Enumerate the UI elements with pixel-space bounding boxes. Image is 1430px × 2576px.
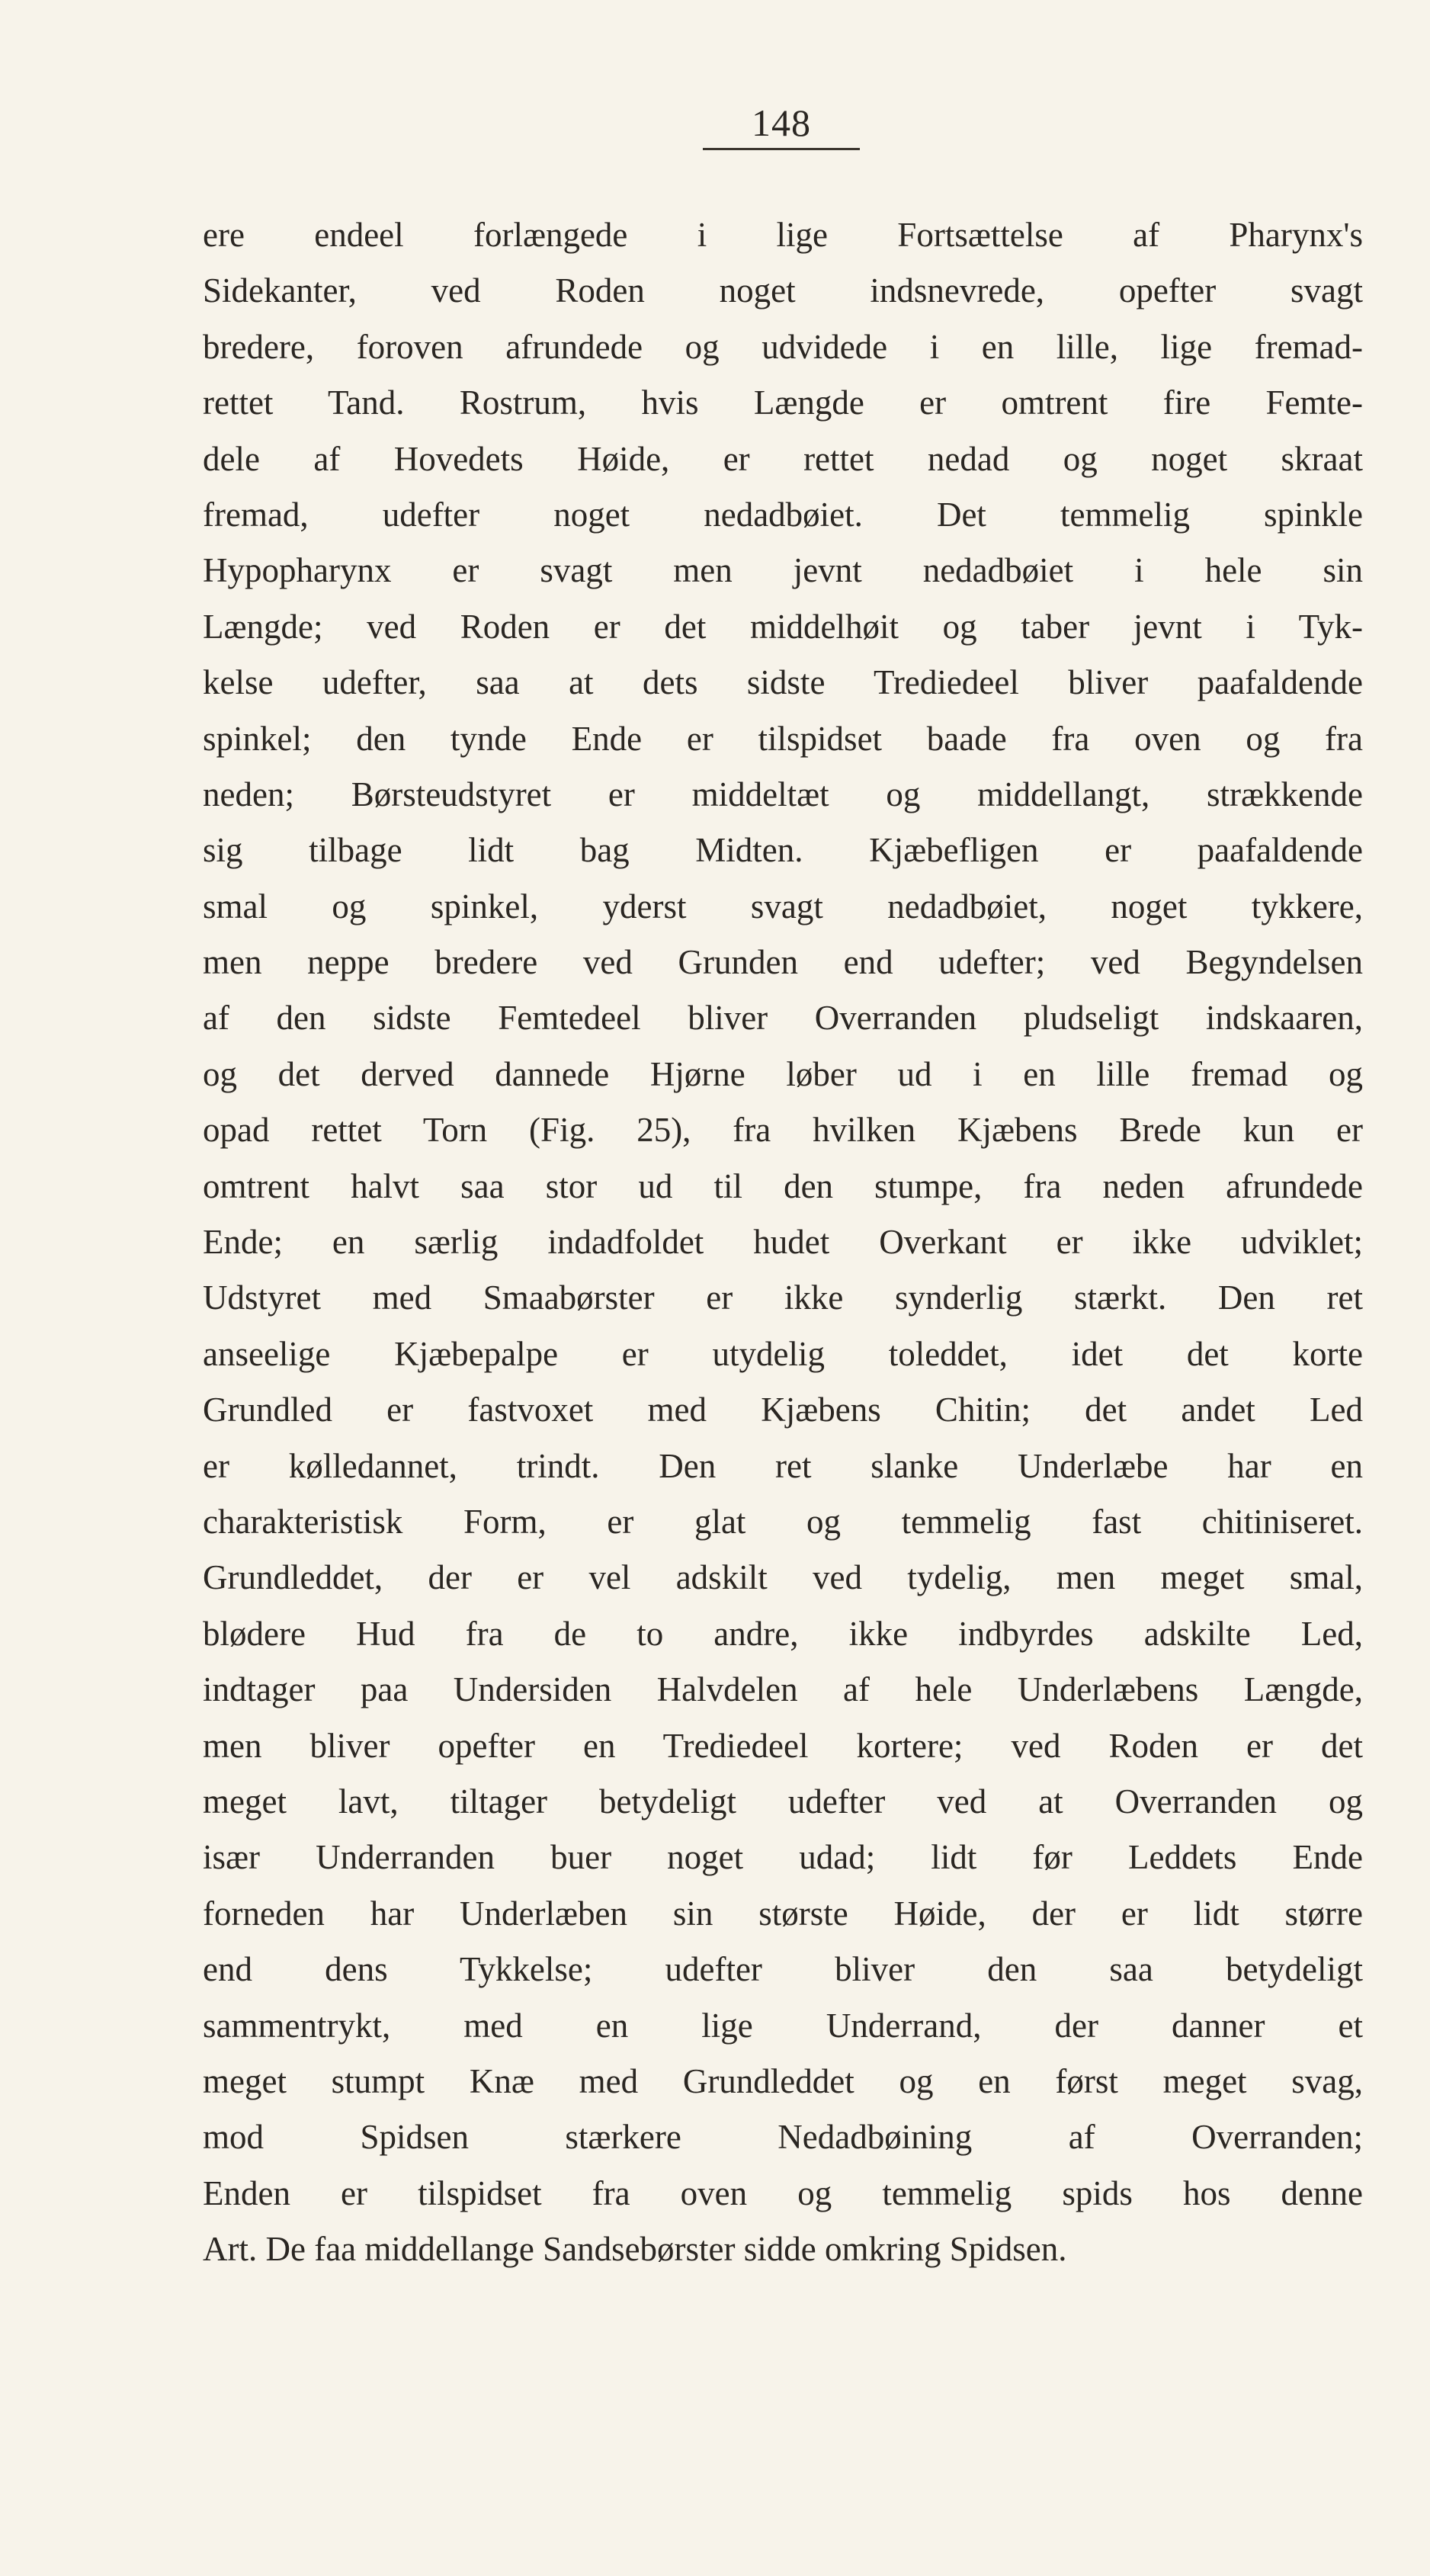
text-line: omtrent halvt saa stor ud til den stumpe, fra neden afrundede	[203, 1166, 1363, 1205]
text-line: anseelige Kjæbepalpe er utydelig toleddet, idet det korte	[203, 1334, 1363, 1373]
text-line: Enden er tilspidset fra oven og temmelig spids hos denne	[203, 2173, 1363, 2212]
text-line: kelse udefter, saa at dets sidste Trediedeel bliver paafaldende	[203, 663, 1363, 702]
page-number: 148	[752, 101, 811, 144]
page-number-rule	[703, 148, 860, 150]
text-line: Ende; en særlig indadfoldet hudet Overkant er ikke udviklet;	[203, 1223, 1363, 1262]
text-line: neden; Børsteudstyret er middeltæt og middellangt, strækkende	[203, 775, 1363, 813]
text-line: især Underranden buer noget udad; lidt før Leddets Ende	[203, 1838, 1363, 1877]
text-line: Sidekanter, ved Roden noget indsnevrede, opefter svagt	[203, 271, 1363, 310]
text-line: smal og spinkel, yderst svagt nedadbøiet, noget tykkere,	[203, 887, 1363, 925]
text-line: sig tilbage lidt bag Midten. Kjæbefligen er paafaldende	[203, 831, 1363, 870]
text-line: fremad, udefter noget nedadbøiet. Det temmelig spinkle	[203, 495, 1363, 534]
text-line: sammentrykt, med en lige Underrand, der danner et	[203, 2006, 1363, 2045]
text-line: meget stumpt Knæ med Grundleddet og en først meget svag,	[203, 2061, 1363, 2100]
body-text	[203, 207, 1363, 2277]
text-line: Grundled er fastvoxet med Kjæbens Chitin; det andet Led	[203, 1391, 1363, 1429]
text-line: end dens Tykkelse; udefter bliver den saa betydeligt	[203, 1950, 1363, 1989]
page-header	[703, 99, 860, 150]
text-line: dele af Hovedets Høide, er rettet nedad og noget skraat	[203, 439, 1363, 478]
text-line: ere endeel forlængede i lige Fortsættelse af Pharynx's	[203, 216, 1363, 254]
text-line: indtager paa Undersiden Halvdelen af hele Underlæbens Længde,	[203, 1670, 1363, 1709]
text-line: og det derved dannede Hjørne løber ud i en lille fremad og	[203, 1054, 1363, 1093]
text-line: men neppe bredere ved Grunden end udefter; ved Begyndelsen	[203, 943, 1363, 982]
text-line: men bliver opefter en Trediedeel kortere; ved Roden er det	[203, 1726, 1363, 1765]
text-line: meget lavt, tiltager betydeligt udefter ved at Overranden og	[203, 1782, 1363, 1821]
text-line: forneden har Underlæben sin største Høide, der er lidt større	[203, 1894, 1363, 1933]
text-line: spinkel; den tynde Ende er tilspidset baade fra oven og fra	[203, 719, 1363, 758]
text-line: rettet Tand. Rostrum, hvis Længde er omtrent fire Femte-	[203, 383, 1363, 422]
text-line: Hypopharynx er svagt men jevnt nedadbøiet i hele sin	[203, 551, 1363, 590]
text-line: Udstyret med Smaabørster er ikke synderlig stærkt. Den ret	[203, 1278, 1363, 1317]
text-line: af den sidste Femtedeel bliver Overranden pludseligt indskaaren,	[203, 999, 1363, 1038]
text-line: blødere Hud fra de to andre, ikke indbyrdes adskilte Led,	[203, 1614, 1363, 1653]
text-line: er kølledannet, trindt. Den ret slanke Underlæbe har en	[203, 1446, 1363, 1485]
text-line: opad rettet Torn (Fig. 25), fra hvilken Kjæbens Brede kun er	[203, 1111, 1363, 1150]
text-line: Art. De faa middellange Sandsebørster sidde omkring Spidsen.	[203, 2230, 1067, 2269]
text-line: bredere, foroven afrundede og udvidede i en lille, lige fremad-	[203, 327, 1363, 366]
text-line: mod Spidsen stærkere Nedadbøining af Overranden;	[203, 2118, 1363, 2157]
text-line: Længde; ved Roden er det middelhøit og taber jevnt i Tyk-	[203, 607, 1363, 646]
text-line: charakteristisk Form, er glat og temmelig fast chitiniseret.	[203, 1502, 1363, 1541]
text-line: Grundleddet, der er vel adskilt ved tydelig, men meget smal,	[203, 1558, 1363, 1597]
